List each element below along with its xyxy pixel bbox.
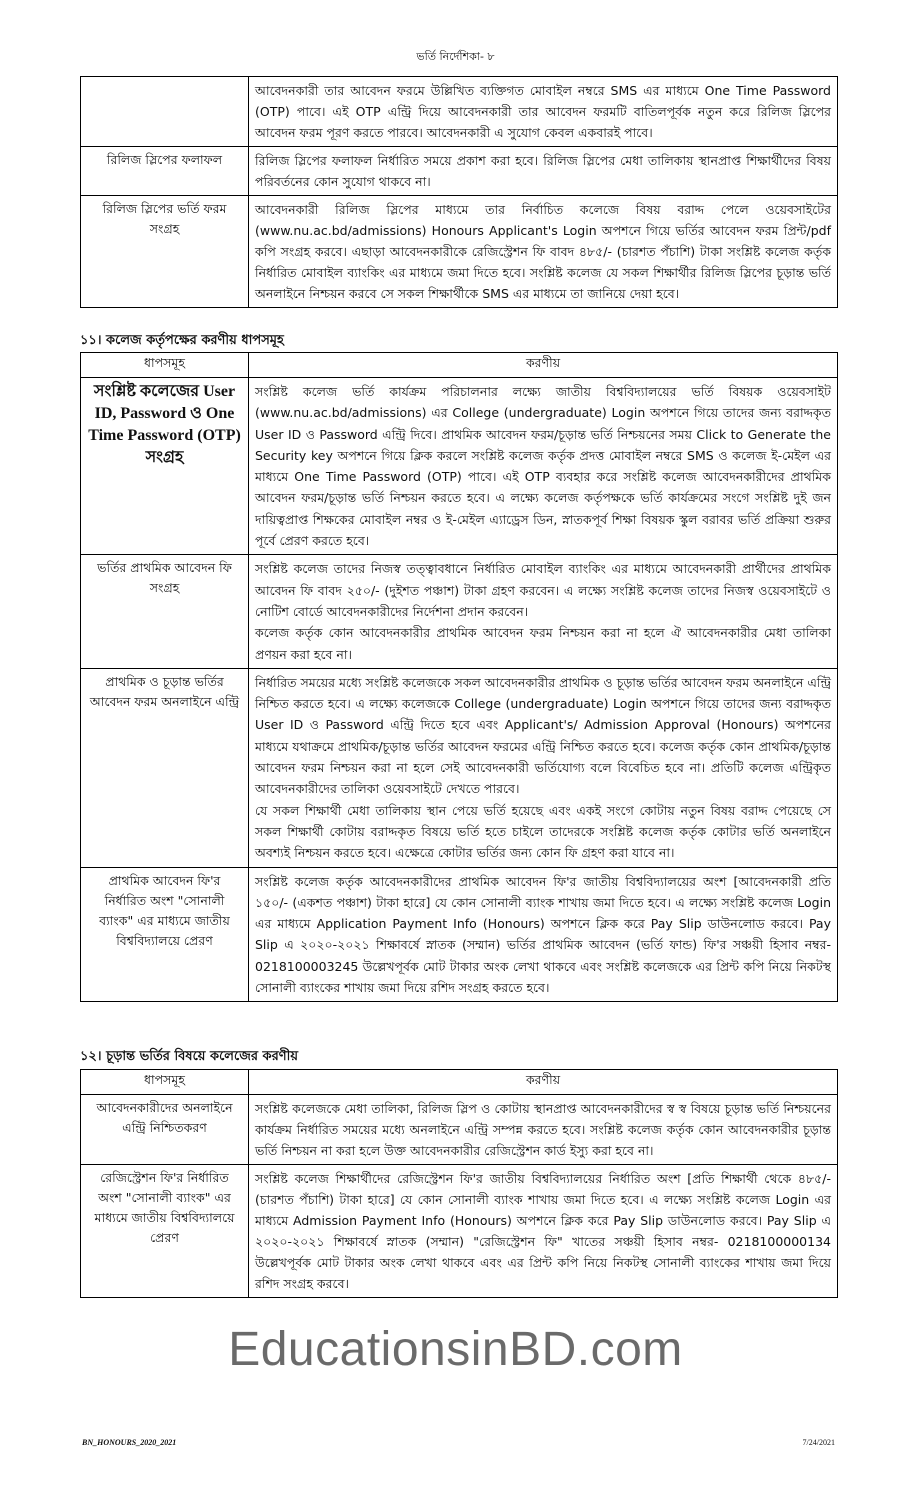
table-row <box>81 378 838 555</box>
description-cell: সংশ্লিষ্ট কলেজ কর্তৃক আবেদনকারীদের প্রাথমিক আবেদন ফি'র জাতীয় বিশ্ববিদ্যালয়ের অংশ [আবেদনকারী প্রতি ১৫০/- (একশত পঞ্চাশ) টাকা হারে] যে কোন সোনালী ব্যাংক শাখায় জমা দিতে হবে। এ লক্ষ্যে সংশ্লিষ্ট কলেজ Login এর মাধ্যমে Application Payment Info (Honours) অপশনে ক্লিক করে Pay Slip ডাউনলোড করবে। Pay Slip এ ২০২০-২০২১ শিক্ষাবর্ষে স্নাতক (সম্মান) ভর্তির প্রাথমিক আবেদন (ভর্তি ফান্ড) ফি'র সঞ্চয়ী হিসাব নম্বর- 0218100003245 উল্লেখপূর্বক মোট টাকার অংক লেখা থাকবে এবং সংশ্লিষ্ট কলেজকে এর প্রিন্ট কপি নিয়ে নিকটস্থ সোনালী ব্যাংকের শাখায় জমা দিয়ে রশিদ সংগ্রহ করতে হবে। <box>249 867 838 1002</box>
step-cell: রিলিজ স্লিপের ফলাফল <box>81 147 249 196</box>
step-cell: ভর্তির প্রাথমিক আবেদন ফি সংগ্রহ <box>81 555 249 668</box>
table-header-row <box>81 353 838 378</box>
description-cell: আবেদনকারী তার আবেদন ফরমে উল্লিখিত ব্যক্তিগত মোবাইল নম্বরে SMS এর মাধ্যমে One Time Password (OTP) পাবে। এই OTP এন্ট্রি দিয়ে আবেদনকারী তার আবেদন ফরমটি বাতিলপূর্বক নতুন করে রিলিজ স্লিপের আবেদন ফরম পূরণ করতে পারবে। আবেদনকারী এ সুযোগ কেবল একবারই পাবে। <box>249 77 838 147</box>
column-header-actions: করণীয় <box>249 1070 838 1095</box>
description-cell: সংশ্লিষ্ট কলেজ শিক্ষার্থীদের রেজিস্ট্রেশন ফি'র জাতীয় বিশ্ববিদ্যালয়ের নির্ধারিত অংশ [প্রতি শিক্ষার্থী থেকে ৪৮৫/- (চারশত পঁচাশি) টাকা হারে] যে কোন সোনালী ব্যাংক শাখায় জমা দিতে হবে। এ লক্ষ্যে সংশ্লিষ্ট কলেজ Login এর মাধ্যমে Admission Payment Info (Honours) অপশনে ক্লিক করে Pay Slip ডাউনলোড করবে। Pay Slip এ ২০২০-২০২১ শিক্ষাবর্ষে স্নাতক (সম্মান) "রেজিস্ট্রেশন ফি" খাতের সঞ্চয়ী হিসাব নম্বর- 0218100000134 উল্লেখপূর্বক মোট টাকার অংক লেখা থাকবে এবং এর প্রিন্ট কপি নিয়ে নিকটস্থ সোনালী ব্যাংকের শাখায় জমা দিয়ে রশিদ সংগ্রহ করবে। <box>249 1165 838 1298</box>
table-row <box>81 147 838 196</box>
description-paragraph: কলেজ কর্তৃক কোন আবেদনকারীর প্রাথমিক আবেদন ফরম নিশ্চয়ন করা না হলে ঐ আবেদনকারীর মেধা তালিকা প্রণয়ন করা হবে না। <box>255 625 831 662</box>
description-paragraph: সংশ্লিষ্ট কলেজ তাদের নিজস্ব তত্ত্বাবধানে নির্ধারিত মোবাইল ব্যাংকিং এর মাধ্যমে আবেদনকারী প্রার্থীদের প্রাথমিক আবেদন ফি বাবদ ২৫০/- (দুইশত পঞ্চাশ) টাকা গ্রহণ করবেন। এ লক্ষ্যে সংশ্লিষ্ট কলেজ তাদের নিজস্ব ওয়েবসাইটে ও নোটিশ বোর্ডে আবেদনকারীদের নির্দেশনা প্রদান করবেন। <box>255 561 831 619</box>
description-paragraph: যে সকল শিক্ষার্থী মেধা তালিকায় স্থান পেয়ে ভর্তি হয়েছে এবং একই সংগে কোটায় নতুন বিষয় বরাদ্দ পেয়েছে সে সকল শিক্ষার্থী কোটায় বরাদ্দকৃত বিষয়ে ভর্তি হতে চাইলে তাদেরকে সংশ্লিষ্ট কলেজ কর্তৃক কোটার ভর্তি অনলাইনে অবশ্যই নিশ্চয়ন করতে হবে। এক্ষেত্রে কোটার ভর্তির জন্য কোন ফি গ্রহণ করা যাবে না। <box>255 802 831 861</box>
table-row <box>81 1165 838 1298</box>
description-cell: আবেদনকারী রিলিজ স্লিপের মাধ্যমে তার নির্বাচিত কলেজে বিষয় বরাদ্দ পেলে ওয়েবসাইটের (www.nu.ac.bd/admissions) Honours Applicant's Login অপশনে গিয়ে ভর্তির আবেদন ফরম প্রিন্ট/pdf কপি সংগ্রহ করবে। এছাড়া আবেদনকারীকে রেজিস্ট্রেশন ফি বাবদ ৪৮৫/- (চারশত পঁচাশি) টাকা সংশ্লিষ্ট কলেজ কর্তৃক নির্ধারিত মোবাইল ব্যাংকিং এর মাধ্যমে জমা দিতে হবে। সংশ্লিষ্ট কলেজ যে সকল শিক্ষার্থীর রিলিজ স্লিপের চূড়ান্ত ভর্তি অনলাইনে নিশ্চয়ন করবে সে সকল শিক্ষার্থীকে SMS এর মাধ্যমে তা জানিয়ে দেয়া হবে। <box>249 196 838 308</box>
table-row <box>81 668 838 867</box>
final-admission-table <box>80 1069 838 1298</box>
step-cell: সংশ্লিষ্ট কলেজের User ID, Password ও One Time Password (OTP) সংগ্রহ <box>81 378 249 555</box>
table-row <box>81 555 838 668</box>
college-steps-table <box>80 352 838 1002</box>
footer-document-code: BN_HONOURS_2020_2021 <box>82 1438 177 1447</box>
description-cell: রিলিজ স্লিপের ফলাফল নির্ধারিত সময়ে প্রকাশ করা হবে। রিলিজ স্লিপের মেধা তালিকায় স্থানপ্রাপ্ত শিক্ষার্থীদের বিষয় পরিবর্তনের কোন সুযোগ থাকবে না। <box>249 147 838 196</box>
step-cell: প্রাথমিক আবেদন ফি'র নির্ধারিত অংশ "সোনালী ব্যাংক" এর মাধ্যমে জাতীয় বিশ্ববিদ্যালয়ে প্রেরণ <box>81 867 249 1002</box>
description-paragraph: নির্ধারিত সময়ের মধ্যে সংশ্লিষ্ট কলেজকে সকল আবেদনকারীর প্রাথমিক ও চূড়ান্ত ভর্তির আবেদন ফরম অনলাইনে এন্ট্রি নিশ্চিত করতে হবে। এ লক্ষ্যে কলেজকে College (undergraduate) Login অপশনে গিয়ে তাদের জন্য বরাদ্দকৃত User ID ও Password এন্ট্রি দিতে হবে এবং Applicant's/ Admission Approval (Honours) অপশনের মাধ্যমে যথাক্রমে প্রাথমিক/চূড়ান্ত ভর্তির আবেদন ফরমের এন্ট্রি নিশ্চিত করতে হবে। কলেজ কর্তৃক কোন প্রাথমিক/চূড়ান্ত আবেদন ফরম নিশ্চয়ন করা না হলে সেই আবেদনকারী ভর্তিযোগ্য বলে বিবেচিত হবে না। প্রতিটি কলেজ এন্ট্রিকৃত আবেদনকারীদের তালিকা ওয়েবসাইটে দেখতে পারবে। <box>255 674 831 797</box>
table-row <box>81 1095 838 1165</box>
page-header: ভর্তি নির্দেশিকা- ৮ <box>416 50 495 63</box>
table-row <box>81 867 838 1002</box>
step-cell: রিলিজ স্লিপের ভর্তি ফরম সংগ্রহ <box>81 196 249 308</box>
step-cell <box>81 77 249 147</box>
section-12-heading: ১২। চূড়ান্ত ভর্তির বিষয়ে কলেজের করণীয় <box>80 1049 299 1064</box>
description-cell <box>249 555 838 668</box>
description-cell: সংশ্লিষ্ট কলেজকে মেধা তালিকা, রিলিজ স্লিপ ও কোটায় স্থানপ্রাপ্ত আবেদনকারীদের স্ব স্ব বিষয়ে চূড়ান্ত ভর্তি নিশ্চয়নের কার্যক্রম নির্ধারিত সময়ের মধ্যে অনলাইনে এন্ট্রি সম্পন্ন করতে হবে। সংশ্লিষ্ট কলেজ কর্তৃক কোন আবেদনকারীর চূড়ান্ত ভর্তি নিশ্চয়ন না করা হলে উক্ত আবেদনকারীর রেজিস্ট্রেশন কার্ড ইস্যু করা হবে না। <box>249 1095 838 1165</box>
release-slip-table <box>80 76 838 308</box>
description-cell: সংশ্লিষ্ট কলেজ ভর্তি কার্যক্রম পরিচালনার লক্ষ্যে জাতীয় বিশ্ববিদ্যালয়ের ভর্তি বিষয়ক ওয়েবসাইট (www.nu.ac.bd/admissions) এর College (undergraduate) Login অপশনে গিয়ে তাদের জন্য বরাদ্দকৃত User ID ও Password এন্ট্রি দিবে। প্রাথমিক আবেদন ফরম/চূড়ান্ত ভর্তি নিশ্চয়নের সময় Click to Generate the Security key অপশনে গিয়ে ক্লিক করলে সংশ্লিষ্ট কলেজ কর্তৃক প্রদত্ত মোবাইল নম্বরে SMS ও কলেজ ই-মেইল এর মাধ্যমে One Time Password (OTP) পাবে। এই OTP ব্যবহার করে সংশ্লিষ্ট কলেজ আবেদনকারীদের প্রাথমিক আবেদন ফরম/চূড়ান্ত ভর্তি নিশ্চয়ন করতে হবে। এ লক্ষ্যে কলেজ কর্তৃপক্ষকে ভর্তি কার্যক্রমের সংগে সংশ্লিষ্ট দুই জন দায়িত্বপ্রাপ্ত শিক্ষকের মোবাইল নম্বর ও ই-মেইল এ্যাড্রেস ডিন, স্নাতকপূর্ব শিক্ষা বিষয়ক স্কুল বরাবর ভর্তি প্রক্রিয়া শুরুর পূর্বে প্রেরণ করতে হবে। <box>249 378 838 555</box>
footer-date: 7/24/2021 <box>802 1438 835 1447</box>
description-cell <box>249 668 838 867</box>
watermark: EducationsinBD.com <box>228 1323 683 1376</box>
table-header-row <box>81 1070 838 1095</box>
column-header-steps: ধাপসমূহ <box>81 1070 249 1095</box>
column-header-actions: করণীয় <box>249 353 838 378</box>
section-11-heading: ১১। কলেজ কর্তৃপক্ষের করণীয় ধাপসমূহ <box>80 333 284 348</box>
step-cell: আবেদনকারীদের অনলাইনে এন্ট্রি নিশ্চিতকরণ <box>81 1095 249 1165</box>
table-row <box>81 77 838 147</box>
step-cell: রেজিস্ট্রেশন ফি'র নির্ধারিত অংশ "সোনালী ব্যাংক" এর মাধ্যমে জাতীয় বিশ্ববিদ্যালয়ে প্রেরণ <box>81 1165 249 1298</box>
table-row <box>81 196 838 308</box>
column-header-steps: ধাপসমূহ <box>81 353 249 378</box>
step-cell: প্রাথমিক ও চূড়ান্ত ভর্তির আবেদন ফরম অনলাইনে এন্ট্রি <box>81 668 249 867</box>
